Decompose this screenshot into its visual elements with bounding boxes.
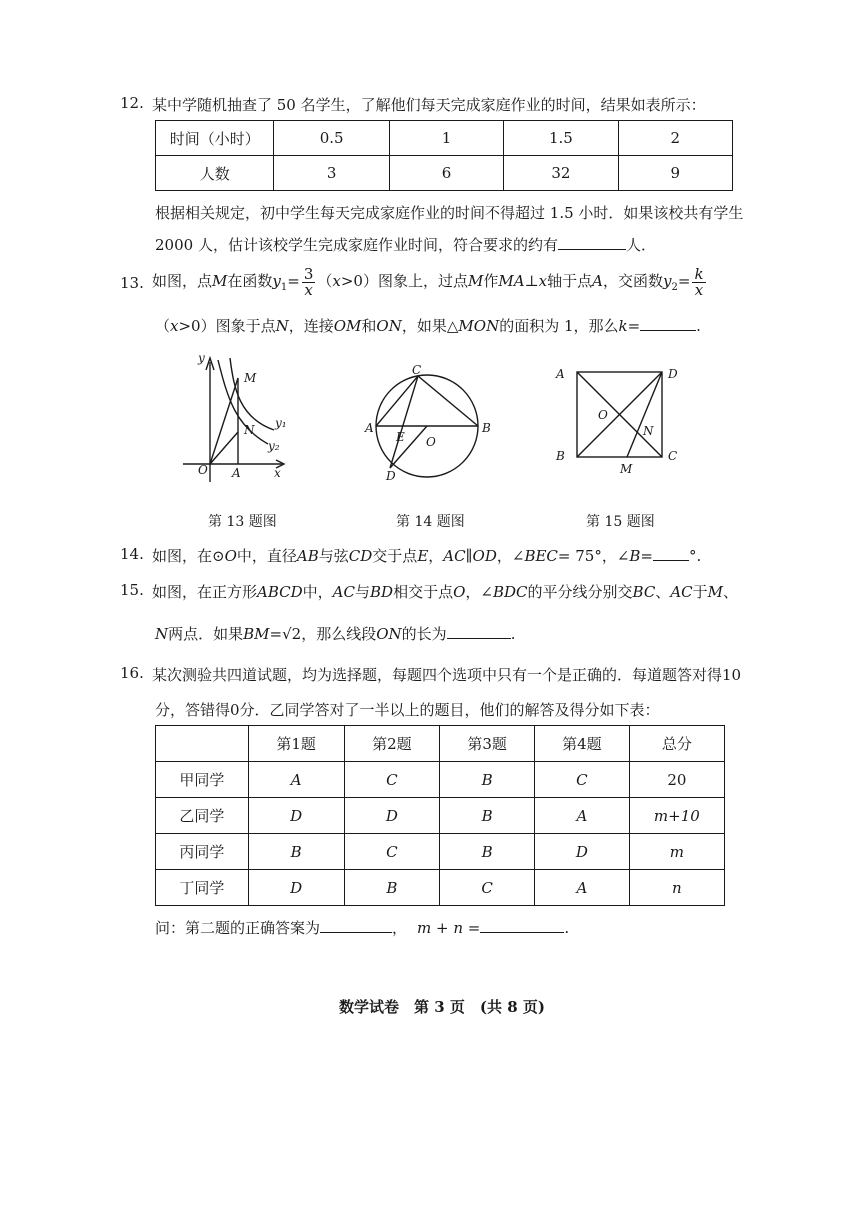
q15-var: BC — [632, 583, 656, 601]
q16-header-cell: 第4题 — [535, 726, 630, 762]
q16-student-cell: 乙同学 — [156, 798, 249, 834]
q12-header-cell: 1.5 — [504, 121, 618, 156]
fig15-bisector-DM — [627, 372, 662, 457]
fig13-curve-y1 — [230, 358, 274, 430]
q13-line2 — [155, 315, 701, 336]
q16-answer-cell: C — [440, 870, 535, 906]
q13-var: y — [663, 272, 672, 290]
q13-text: 的面积为 1，那么 — [499, 317, 619, 335]
q15-answer-blank[interactable] — [447, 624, 511, 639]
fig15-caption: 第 15 题图 — [586, 514, 655, 530]
q13-fraction-2 — [692, 264, 705, 299]
q15-text-seg: . — [510, 625, 516, 643]
q14-text-seg: 与弦 — [318, 547, 349, 565]
q15-var: ON — [376, 625, 402, 643]
q13-var: k — [618, 317, 628, 335]
q15-text-seg: ，∠ — [465, 583, 493, 601]
figure-15 — [550, 362, 685, 482]
q16-header-row — [156, 726, 725, 762]
q14-var: E — [417, 547, 429, 565]
q16-answer-cell: A — [535, 870, 630, 906]
q12-header-row — [156, 121, 733, 156]
q13-text: = — [627, 317, 641, 335]
q15-text-seg: 两点．如果 — [168, 625, 244, 643]
table-row — [156, 798, 725, 834]
page-footer: 数学试卷 第 3 页 (共 8 页) — [339, 998, 545, 1016]
q15-var: M — [707, 583, 723, 601]
q14-var: AC — [443, 547, 466, 565]
q13-text: = — [677, 272, 691, 290]
q12-number: 12. — [120, 94, 144, 112]
q16-number: 16. — [120, 664, 144, 682]
figure-13 — [178, 350, 293, 485]
q15-text-seg: 的长为 — [401, 625, 447, 643]
fig14-label: A — [365, 421, 374, 435]
q12-cell: 6 — [389, 156, 503, 191]
q15-text-seg: 、 — [655, 583, 671, 601]
q13-var: MON — [458, 317, 500, 335]
fig15-label: N — [643, 424, 654, 438]
q16-student-cell: 丙同学 — [156, 834, 249, 870]
q14-number: 14. — [120, 545, 144, 563]
q15-text-seg: 中， — [302, 583, 333, 601]
q15-line1 — [152, 581, 738, 602]
q14-text-seg: = — [640, 547, 653, 565]
q13-var: x — [332, 272, 341, 290]
q14-answer-blank[interactable] — [653, 546, 689, 561]
q14-var: AB — [296, 547, 319, 565]
q15-text-seg: 于 — [692, 583, 708, 601]
q13-text: ⊥ — [524, 272, 539, 290]
q15-sqrt: √2 — [282, 625, 302, 643]
q12-table — [155, 120, 733, 191]
q12-header-cell: 2 — [618, 121, 732, 156]
q14-text-seg: 交于点 — [372, 547, 418, 565]
q13-text: = — [287, 272, 300, 290]
q15-text-seg: = — [269, 625, 283, 643]
q16-score-cell: n — [629, 870, 724, 906]
q12-text3-b: 人． — [625, 236, 656, 254]
q13-subscript: 2 — [671, 282, 678, 293]
q13-var: x — [170, 317, 179, 335]
q13-var: MA — [498, 272, 525, 290]
q14-var: B — [629, 547, 641, 565]
fig15-label: A — [556, 367, 565, 381]
q13-text: 作 — [483, 272, 499, 290]
q15-var: AC — [670, 583, 693, 601]
table-row — [156, 762, 725, 798]
q16-answer-blank-1[interactable] — [320, 918, 392, 933]
q15-var: ABCD — [257, 583, 303, 601]
q16-answer-cell: A — [535, 798, 630, 834]
fig13-label: O — [198, 463, 208, 477]
table-row — [156, 870, 725, 906]
q15-text-seg: 相交于点 — [393, 583, 454, 601]
fig14-label: C — [412, 363, 422, 377]
q15-var: BDC — [492, 583, 528, 601]
q16-answer-cell: A — [248, 762, 344, 798]
q12-text3 — [155, 234, 656, 255]
fig13-label: y₂ — [268, 439, 280, 453]
q15-var: BD — [370, 583, 394, 601]
q15-text-seg: 如图，在正方形 — [152, 583, 258, 601]
q13-subscript: 1 — [280, 282, 288, 293]
q12-cell: 人数 — [156, 156, 274, 191]
q13-number: 13. — [120, 274, 144, 292]
q16-answer-cell: B — [440, 762, 535, 798]
q14-text-seg: 如图，在⊙ — [152, 547, 225, 565]
q16-student-cell: 丁同学 — [156, 870, 249, 906]
q13-var: A — [592, 272, 603, 290]
fig13-label: x — [274, 466, 281, 480]
q14-text — [152, 545, 701, 566]
q13-text: ，连接 — [288, 317, 334, 335]
q16-student-cell: 甲同学 — [156, 762, 249, 798]
q14-text-seg: ，∠ — [496, 547, 525, 565]
fig13-line-OM — [210, 378, 238, 464]
q12-header-cell: 0.5 — [274, 121, 389, 156]
fig14-label: E — [396, 430, 405, 444]
fig15-label: D — [668, 367, 678, 381]
q12-data-row — [156, 156, 733, 191]
fig13-label: y₁ — [275, 416, 287, 430]
frac-numerator: k — [694, 264, 704, 283]
q16-score-cell: 20 — [629, 762, 724, 798]
q16-answer-cell: C — [344, 834, 440, 870]
q16-answer-blank-2[interactable] — [480, 918, 564, 933]
fig13-curve-y2 — [218, 360, 268, 444]
q16-answer-cell: B — [440, 834, 535, 870]
fig13-label: y — [198, 351, 205, 365]
q16-question-text: 问：第二题的正确答案为 — [155, 919, 321, 937]
q12-cell: 32 — [504, 156, 618, 191]
table-row — [156, 834, 725, 870]
q15-text-seg: 、 — [723, 583, 739, 601]
q16-question-text: . — [564, 919, 570, 937]
fig14-chord-CD — [390, 376, 418, 468]
q15-var: O — [453, 583, 466, 601]
fig13-caption: 第 13 题图 — [208, 514, 277, 530]
q15-var: BM — [243, 625, 270, 643]
q14-text-seg: = 75°，∠ — [557, 547, 630, 565]
q14-text-seg: °. — [689, 547, 702, 565]
q13-text: 如图，点 — [152, 272, 213, 290]
q12-cell: 3 — [274, 156, 389, 191]
q16-answer-cell: D — [248, 870, 344, 906]
q12-answer-blank[interactable] — [558, 235, 626, 250]
fig14-caption: 第 14 题图 — [396, 514, 465, 530]
q16-answer-cell: C — [344, 762, 440, 798]
q16-score-cell: m — [629, 834, 724, 870]
fig15-label: B — [556, 449, 565, 463]
q13-text: . — [696, 317, 701, 335]
q13-text: ，交函数 — [603, 272, 664, 290]
q16-answer-cell: B — [248, 834, 344, 870]
q13-answer-blank[interactable] — [640, 316, 696, 331]
q13-text: >0）图象上，过点 — [340, 272, 468, 290]
q16-answer-cell: B — [440, 798, 535, 834]
q13-text: （ — [155, 317, 171, 335]
q14-text-seg: ∥ — [465, 547, 473, 565]
q12-header-cell: 1 — [389, 121, 503, 156]
q16-header-cell — [156, 726, 249, 762]
q15-number: 15. — [120, 581, 144, 599]
q16-text1: 某次测验共四道试题，均为选择题，每题四个选项中只有一个是正确的．每道题答对得10 — [152, 666, 742, 684]
q13-var: M — [467, 272, 484, 290]
q16-answer-cell: B — [344, 870, 440, 906]
q13-var: N — [275, 317, 289, 335]
q16-text2: 分，答错得0分．乙同学答对了一半以上的题目，他们的解答及得分如下表： — [155, 701, 660, 719]
q16-question — [155, 917, 569, 938]
q13-text: 和 — [361, 317, 377, 335]
q15-text-seg: 的平分线分别交 — [527, 583, 633, 601]
fig14-label: O — [426, 435, 436, 449]
q14-var: CD — [348, 547, 373, 565]
q12-cell: 9 — [618, 156, 732, 191]
q13-var: OM — [333, 317, 362, 335]
q14-var: O — [224, 547, 237, 565]
q13-text: >0）图象于点 — [178, 317, 276, 335]
q16-header-cell: 第2题 — [344, 726, 440, 762]
q13-var: ON — [376, 317, 402, 335]
fig14-chord-CB — [418, 376, 478, 426]
q15-var: N — [155, 625, 169, 643]
q14-text-seg: 中，直径 — [236, 547, 297, 565]
fig13-line-ON — [210, 432, 238, 464]
q13-var: x — [538, 272, 548, 290]
q16-table — [155, 725, 725, 906]
q16-question-text: ， — [392, 919, 408, 937]
frac-denominator: x — [694, 280, 704, 299]
q16-header-cell: 总分 — [629, 726, 724, 762]
q13-var: y — [272, 272, 281, 290]
fig13-label: A — [232, 466, 241, 480]
q16-answer-cell: C — [535, 762, 630, 798]
fig14-label: B — [482, 421, 491, 435]
fig13-label: N — [244, 423, 255, 437]
q16-header-cell: 第3题 — [440, 726, 535, 762]
q16-question-expr: m + n = — [417, 919, 481, 937]
q13-text: 轴于点 — [547, 272, 593, 290]
q14-text-seg: ， — [428, 547, 444, 565]
q12-header-cell: 时间（小时） — [156, 121, 274, 156]
fig15-label: O — [598, 408, 608, 422]
fig15-label: C — [668, 449, 678, 463]
q16-header-cell: 第1题 — [248, 726, 344, 762]
q12-text: 某中学随机抽查了 50 名学生，了解他们每天完成家庭作业的时间，结果如表所示： — [152, 96, 706, 114]
q13-text: 在函数 — [227, 272, 273, 290]
fig15-label: M — [620, 462, 633, 476]
fig14-label: D — [386, 469, 396, 483]
q13-line1 — [152, 265, 708, 304]
q13-text: ，如果△ — [401, 317, 459, 335]
frac-numerator: 3 — [303, 264, 314, 283]
fig13-label: M — [244, 371, 257, 385]
q14-var: BEC — [524, 547, 558, 565]
q15-line2 — [155, 623, 515, 644]
q16-answer-cell: D — [344, 798, 440, 834]
q13-var: M — [212, 272, 228, 290]
q13-fraction-1 — [302, 264, 316, 299]
q16-answer-cell: D — [535, 834, 630, 870]
q12-text2: 根据相关规定，初中学生每天完成家庭作业的时间不得超过 1.5 小时．如果该校共有学生 — [155, 204, 744, 222]
q16-answer-cell: D — [248, 798, 344, 834]
q16-score-cell: m+10 — [629, 798, 724, 834]
q14-var: OD — [472, 547, 497, 565]
q12-text3-a: 2000 人，估计该校学生完成家庭作业时间，符合要求的约有 — [155, 236, 558, 254]
q15-text-seg: 与 — [354, 583, 370, 601]
q15-var: AC — [332, 583, 355, 601]
figure-14 — [360, 360, 495, 485]
q15-text-seg: ，那么线段 — [301, 625, 377, 643]
frac-denominator: x — [304, 280, 313, 299]
q13-text: （ — [317, 272, 333, 290]
